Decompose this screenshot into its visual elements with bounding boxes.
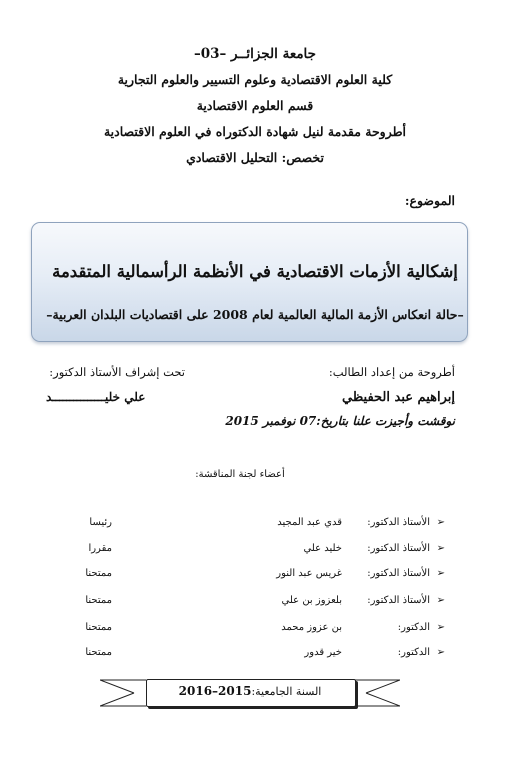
thesis-subtitle: –حالة انعكاس الأزمة المالية العالمية لعام 2008 على اقتصاديات البلدان العربية– — [46, 307, 464, 322]
member-name: بن عزوز محمد — [281, 622, 342, 633]
academic-year-label: السنة الجامعية: — [251, 685, 322, 698]
member-title: الأستاذ الدكتور: — [367, 517, 430, 528]
member-role: ممتحنا — [85, 647, 112, 658]
committee-member-row — [0, 568, 510, 584]
arrow-bullet-icon: ➢ — [436, 622, 445, 633]
member-title: الأستاذ الدكتور: — [367, 568, 430, 579]
committee-member-row — [0, 647, 510, 663]
member-name: خير قدور — [304, 647, 342, 658]
student-name: إبراهيم عبد الحفيظي — [342, 390, 455, 405]
committee-member-row — [0, 622, 510, 638]
academic-year — [146, 684, 354, 698]
arrow-bullet-icon: ➢ — [436, 543, 445, 554]
member-name: بلعزوز بن علي — [281, 595, 342, 606]
supervisor-name: علي خليـــــــــــــــد — [46, 390, 146, 404]
university-name: جامعة الجزائــر –03– — [193, 46, 317, 62]
committee-member-row — [0, 543, 510, 559]
arrow-bullet-icon: ➢ — [436, 647, 445, 658]
specialty: تخصص: التحليل الاقتصادي — [186, 150, 324, 165]
thesis-title: إشكالية الأزمات الاقتصادية في الأنظمة الرأسمالية المتقدمة — [52, 262, 458, 281]
arrow-bullet-icon: ➢ — [436, 517, 445, 528]
prepared-by-label: أطروحة من إعداد الطالب: — [328, 365, 455, 379]
committee-member-row — [0, 595, 510, 611]
member-title: الأستاذ الدكتور: — [367, 595, 430, 606]
supervised-by-label: تحت إشراف الأستاذ الدكتور: — [49, 365, 185, 379]
member-title: الأستاذ الدكتور: — [367, 543, 430, 554]
member-role: مقررا — [88, 543, 112, 554]
faculty-name: كلية العلوم الاقتصادية وعلوم التسيير والعلوم التجارية — [117, 72, 393, 87]
committee-member-row — [0, 517, 510, 533]
defense-date: نوقشت وأجيزت علنا بتاريخ:07 نوفمبر 2015 — [225, 414, 455, 428]
member-role: ممتحنا — [85, 568, 112, 579]
committee-title: أعضاء لجنة المناقشة: — [195, 469, 285, 480]
member-title: الدكتور: — [397, 622, 430, 633]
member-title: الدكتور: — [397, 647, 430, 658]
arrow-bullet-icon: ➢ — [436, 595, 445, 606]
subject-label: الموضوع: — [404, 193, 455, 208]
member-name: قدي عبد المجيد — [277, 517, 342, 528]
title-box — [31, 222, 468, 342]
department-name: قسم العلوم الاقتصادية — [196, 98, 314, 113]
member-role: ممتحنا — [85, 622, 112, 633]
arrow-bullet-icon: ➢ — [436, 568, 445, 579]
member-name: غريس عبد النور — [276, 568, 342, 579]
member-name: خليد علي — [303, 543, 342, 554]
member-role: ممتحنا — [85, 595, 112, 606]
thesis-type: أطروحة مقدمة لنيل شهادة الدكتوراه في العلوم الاقتصادية — [103, 124, 407, 139]
academic-year-value: 2016–2015 — [178, 684, 252, 698]
member-role: رئيسا — [89, 517, 112, 528]
